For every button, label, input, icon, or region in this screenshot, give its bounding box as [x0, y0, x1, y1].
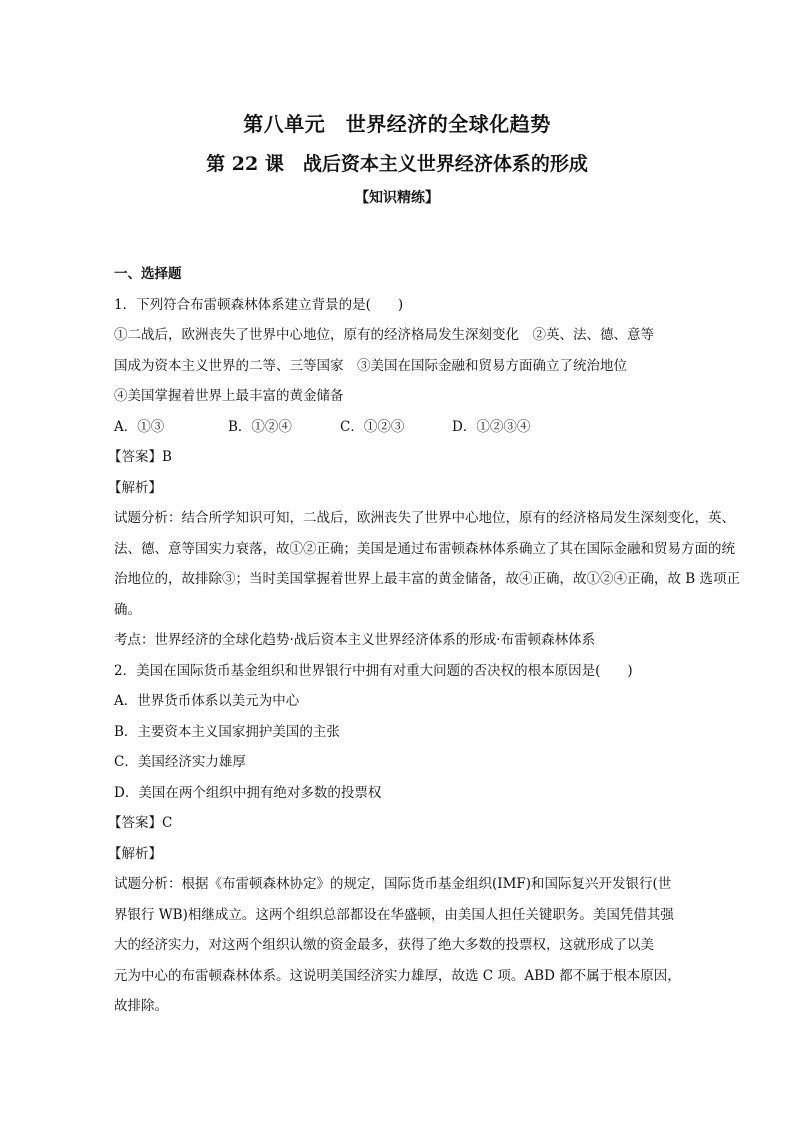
option-d: D．美国在两个组织中拥有绝对多数的投票权 — [114, 784, 382, 801]
document-body — [108, 255, 766, 1022]
analysis-line: 界银行 WB)相继成立。这两个组织总部都设在华盛顿，由美国人担任关键职务。美国凭借其强 — [114, 906, 674, 923]
option-a: A．①③ — [114, 418, 165, 435]
question-2-stem: 2．美国在国际货币基金组织和世界银行中拥有对重大问题的否决权的根本原因是( ) — [114, 662, 633, 679]
analysis-line: 大的经济实力，对这两个组织认缴的资金最多，获得了绝大多数的投票权，这就形成了以美 — [114, 937, 654, 953]
option-d: D．①②③④ — [452, 418, 531, 435]
answer-label: 【答案】B — [108, 449, 172, 465]
question-1-item-line: ①二战后，欧洲丧失了世界中心地位，原有的经济格局发生深刻变化 ②英、法、德、意等 — [114, 327, 654, 343]
kaodian-line: 考点：世界经济的全球化趋势·战后资本主义世界经济体系的形成·布雷顿森林体系 — [114, 632, 596, 648]
analysis-line: 故排除。 — [114, 998, 168, 1014]
option-b: B．主要资本主义国家拥护美国的主张 — [114, 723, 340, 740]
analysis-line: 试题分析：结合所学知识可知，二战后，欧洲丧失了世界中心地位，原有的经济格局发生深刻变化，英、 — [114, 510, 735, 526]
analysis-label: 【解析】 — [108, 845, 162, 862]
question-1-item-line: 国成为资本主义世界的二等、三等国家 ③美国在国际金融和贸易方面确立了统治地位 — [114, 357, 627, 374]
question-1-options — [114, 412, 766, 443]
option-c: C．美国经济实力雄厚 — [114, 754, 246, 770]
analysis-line: 治地位的，故排除③；当时美国掌握着世界上最丰富的黄金储备，故④正确，故①②④正确，故 B 选项正 — [114, 571, 741, 587]
question-1-item-line: ④美国掌握着世界上最丰富的黄金储备 — [114, 388, 344, 404]
option-c: C．①②③ — [340, 418, 405, 435]
unit-title: 第八单元 世界经济的全球化趋势 — [243, 112, 551, 136]
analysis-line: 法、德、意等国实力衰落，故①②正确；美国是通过布雷顿森林体系确立了其在国际金融和贸易方面的统 — [114, 540, 735, 557]
section-heading: 一、选择题 — [114, 266, 182, 282]
section-tag: 【知识精练】 — [355, 190, 439, 206]
option-a: A．世界货币体系以美元为中心 — [114, 693, 300, 709]
question-1 — [108, 290, 766, 656]
question-2 — [108, 656, 766, 1022]
analysis-line: 元为中心的布雷顿森林体系。这说明美国经济实力雄厚，故选 C 项。ABD 都不属于根本原因， — [114, 967, 681, 984]
analysis-label: 【解析】 — [108, 479, 162, 496]
answer-label: 【答案】C — [108, 815, 173, 831]
option-b: B．①②④ — [228, 418, 292, 435]
question-1-stem: 1．下列符合布雷顿森林体系建立背景的是( ) — [114, 296, 404, 313]
analysis-line: 试题分析：根据《布雷顿森林协定》的规定，国际货币基金组织(IMF)和国际复兴开发银行(世 — [114, 876, 672, 892]
analysis-line: 确。 — [114, 601, 141, 618]
lesson-title: 第 22 课 战后资本主义世界经济体系的形成 — [206, 153, 588, 175]
